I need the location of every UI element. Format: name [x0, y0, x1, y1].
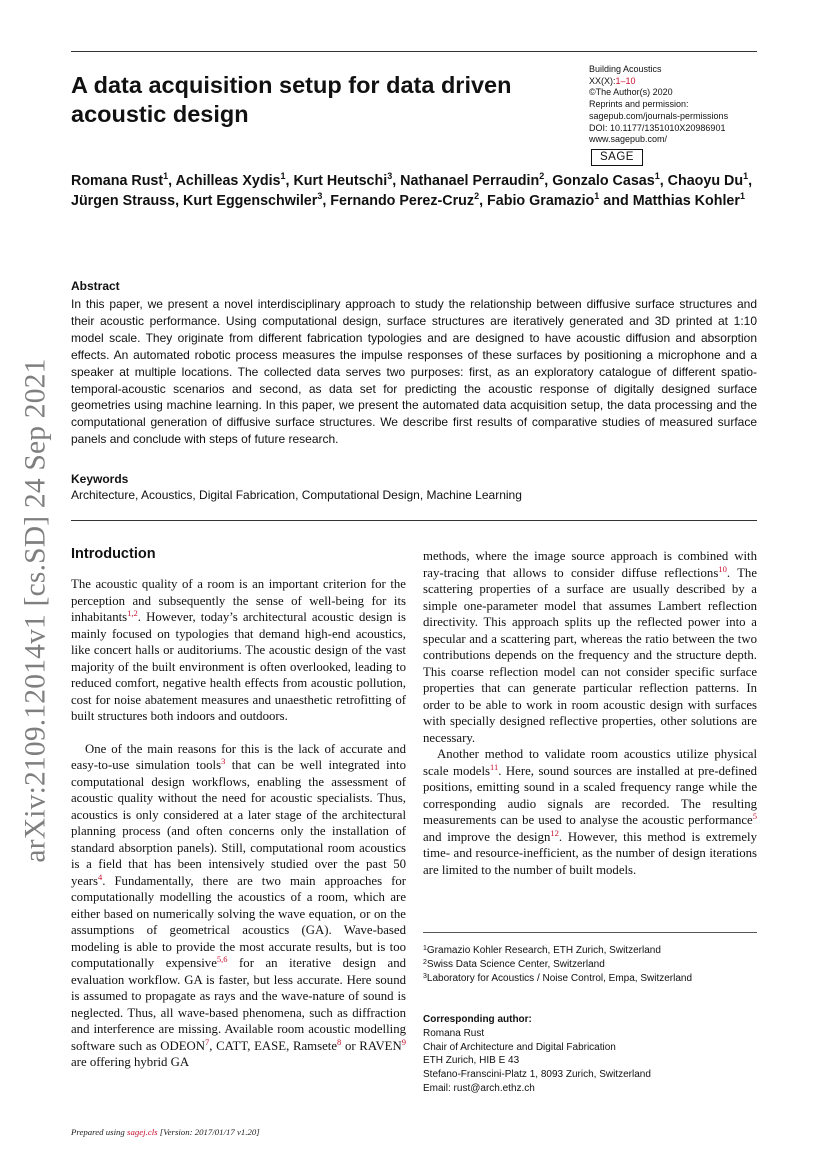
arxiv-sidebar: [12, 357, 60, 863]
class-file-link[interactable]: sagej.cls: [127, 1127, 158, 1137]
reprints: Reprints and permission:: [589, 99, 689, 110]
affiliation-text: Swiss Data Science Center, Switzerland: [426, 959, 605, 970]
citation-link[interactable]: 5: [752, 811, 757, 821]
author-affiliation-mark: 2: [474, 190, 480, 201]
introduction-heading: Introduction: [71, 546, 156, 562]
author: Kurt Heutschi$^3$: [293, 171, 393, 189]
citation-link[interactable]: 8: [337, 1036, 342, 1047]
affiliation-number: 1: [423, 945, 427, 952]
author: Fernando Perez-Cruz$^2$: [330, 190, 480, 209]
top-rule: [71, 51, 757, 52]
affiliation-text: Laboratory for Acoustics / Noise Control, Empa, Switzerland: [426, 973, 693, 984]
keywords-text: Architecture, Acoustics, Digital Fabrication, Computational Design, Machine Learning: [71, 488, 522, 502]
citation-link[interactable]: 1,2: [127, 608, 138, 618]
author: Jürgen Strauss: [71, 192, 176, 209]
author-affiliation-mark: 1: [163, 171, 169, 182]
citation-link[interactable]: 3: [221, 756, 226, 766]
citation-link[interactable]: 12: [550, 827, 559, 838]
citation-link[interactable]: 11: [490, 761, 499, 772]
right-column: [423, 548, 757, 878]
abstract-rule: [71, 520, 757, 521]
author-list: Romana Rust$^1$, Achilleas Xydis$^1$, Kurt Heutschi$^3$, Nathanael Perraudin$^2$, Gonzalo Casas$^1$, Chaoyu Du$^1$, Jürgen Strauss, Kurt Eggenschwiler$^3$, Fernando Perez-Cruz$^2$, Fabio Gramazio$^1$ and Matthias Kohler$^1$: [71, 171, 753, 209]
journal-info: [589, 64, 789, 146]
author-affiliation-mark: 1: [739, 190, 745, 201]
paper-title: A data acquisition setup for data driven acoustic design: [71, 72, 512, 127]
corresponding-heading: Corresponding author:: [423, 1014, 532, 1025]
affiliation-item: [423, 958, 763, 972]
author: Achilleas Xydis$^1$: [175, 171, 286, 189]
author: Gonzalo Casas$^1$: [552, 171, 660, 189]
author: Romana Rust$^1$: [71, 171, 169, 189]
corresponding-chair: Chair of Architecture and Digital Fabrication: [423, 1041, 616, 1053]
affiliation-text: Gramazio Kohler Research, ETH Zurich, Switzerland: [426, 945, 661, 956]
citation-link[interactable]: 5,6: [216, 954, 228, 964]
affiliations: [423, 944, 763, 986]
affiliation-item: [423, 972, 763, 986]
citation-link[interactable]: 4: [98, 871, 103, 882]
abstract-heading: Abstract: [71, 279, 120, 293]
author-affiliation-mark: 1: [654, 171, 660, 182]
author: Matthias Kohler$^1$: [632, 190, 745, 209]
left-column: [71, 576, 406, 1071]
citation-link[interactable]: 9: [401, 1036, 406, 1047]
doi: DOI: 10.1177/1351010X20986901: [589, 122, 726, 133]
sage-logo: SAGE: [591, 149, 643, 166]
corresponding-author: [423, 1013, 763, 1096]
keywords-heading: Keywords: [71, 472, 129, 486]
author: Kurt Eggenschwiler$^3$: [183, 190, 323, 209]
page-range-link[interactable]: 1–10: [615, 75, 636, 86]
author: Fabio Gramazio$^1$: [487, 190, 600, 209]
citation-link[interactable]: 10: [718, 563, 727, 574]
author-affiliation-mark: 1: [743, 171, 749, 182]
arxiv-id: arXiv:2109.12014v1 [cs.SD] 24 Sep 2021: [19, 357, 52, 863]
footnote-rule: [423, 932, 757, 933]
author-affiliation-mark: 1: [594, 190, 600, 201]
website: www.sagepub.com/: [589, 134, 668, 145]
corresponding-building: ETH Zurich, HIB E 43: [423, 1055, 520, 1067]
abstract-text: In this paper, we present a novel interdisciplinary approach to study the relationship between diffusive surface structures and their acoustic performance. Using computational design, surface structures are iteratively generated and 3D printed at 1:10 model scale. They originate from different fabrication typologies and are designed to have acoustic diffusion and absorption effects. An automated robotic process measures the impulse responses of these surfaces by positioning a microphone and a speaker at multiple locations. The collected data serves two purposes: first, as an exploratory catalogue of different spatio-temporal-acoustic scenarios and second, as data set for predicting the acoustic response of digitally designed surface geometries using machine learning. In this paper, we present the automated data acquisition setup, the data processing and the computational generation of diffusive surface structures. We describe first results of comparative studies of measured surface panels and conclude with steps of future research.: [71, 297, 757, 447]
intro-paragraph-1: The acoustic quality of a room is an important criterion for the perception and subsequently the sense of well-being for its inhabitants$^{1,2}$. However, today’s architectural acoustic design is mainly focused on typologies that demand high-end acoustics, like concert halls or auditoriums. The acoustic design of the vast majority of the built environment is often overlooked, leading to reduced comfort, negative health effects from acoustic pollution, cost for noise abatement measures and unaesthetic retrofitting of built structures both indoors and outdoors.: [71, 577, 406, 723]
corresponding-address: Stefano-Franscini-Platz 1, 8093 Zurich, Switzerland: [423, 1069, 651, 1081]
corresponding-email[interactable]: Email: rust@arch.ethz.ch: [423, 1082, 535, 1094]
intro-paragraph-4: Another method to validate room acoustics utilize physical scale models$^{11}$. Here, sound sources are installed at pre-defined positions, emitting sound in a scaled frequency range while the corresponding audio signals are recorded. The resulting measurements can be used to analyse the acoustic performance$^5$ and improve the design$^{12}$. However, this method is extremely time- and resource-inefficient, as the number of design iterations are limited to the number of built models.: [423, 747, 757, 877]
author-affiliation-mark: 3: [317, 190, 323, 201]
author: Chaoyu Du$^1$: [667, 171, 749, 189]
intro-paragraph-2: One of the main reasons for this is the lack of accurate and easy-to-use simulation tools$^3$ that can be well integrated into computational design workflows, enabling the assessment of acoustic quality without the need for acoustic specialists. Thus, acoustics is only considered at a later stage of the architectural planning process (and often concerns only the installation of standard absorption panels). Still, computational room acoustics is a field that has been intensively studied over the past 50 years$^4$. Fundamentally, there are two main approaches for computationally modelling the acoustics of a room, which are either based on numerically solving the wave equation, or on the assumptions of geometrical acoustics (GA). Wave-based modeling is able to provide the most accurate results, but is too computationally expensive$^{5,6}$ for an iterative design and evaluation workflow. GA is faster, but less accurate. Here sound is assumed to propagate as rays and the wave-nature of sound is neglected. Thus, all wave-based phenomena, such as diffraction and interference are missing. Available room acoustic modelling software such as ODEON$^7$, CATT, EASE, Ramsete$^8$ or RAVEN$^9$ are offering hybrid GA: [71, 741, 407, 1069]
footer: Prepared using sagej.cls [Version: 2017/01/17 v1.20]: [71, 1127, 260, 1137]
author: Nathanael Perraudin$^2$: [400, 171, 545, 189]
journal-volume: XX(X):1–10: [589, 75, 636, 86]
affiliation-item: [423, 944, 763, 958]
permissions-url: sagepub.com/journals-permissions: [589, 110, 729, 121]
corresponding-name: Romana Rust: [423, 1027, 485, 1039]
author-affiliation-mark: 2: [539, 171, 545, 182]
author-affiliation-mark: 3: [387, 171, 393, 182]
copyright: ©The Author(s) 2020: [589, 87, 673, 98]
intro-paragraph-3: methods, where the image source approach is combined with ray-tracing that allows to consider diffuse reflections$^{10}$. The scattering properties of a surface are usually described by a simple one-parameter model that assumes Lambert reflection directivity. This approach splits up the reflected power into a specular and a scattering part, whereas the ratio between the two contributions depends on the frequency and the structure depth. This coarse reflection model can not consider specific surface properties that can generate particular reflection patterns. In order to be able to work in room acoustic design with surfaces with specially designed reflective properties, other solutions are necessary.: [423, 549, 758, 745]
affiliation-number: 2: [423, 959, 427, 966]
author-affiliation-mark: 1: [280, 171, 286, 182]
affiliation-number: 3: [423, 973, 427, 980]
journal-name: Building Acoustics: [589, 64, 662, 74]
citation-link[interactable]: 7: [205, 1036, 210, 1047]
